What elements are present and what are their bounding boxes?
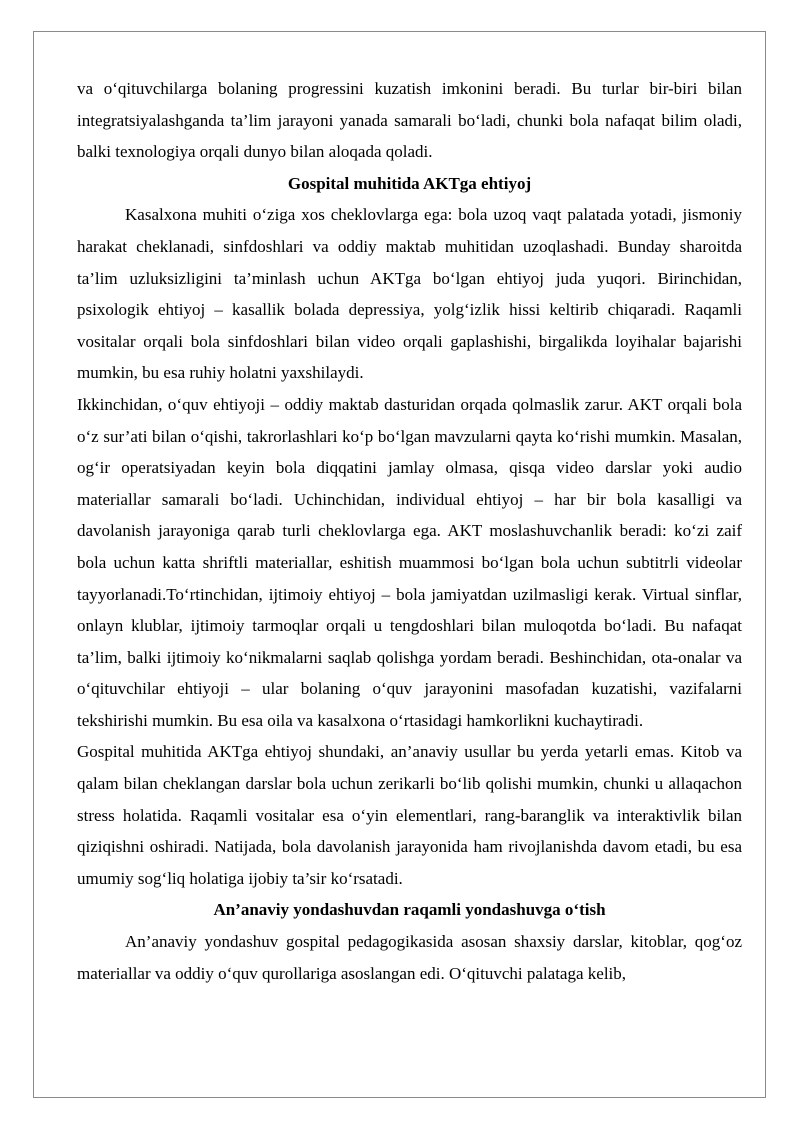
- document-body: [77, 73, 742, 989]
- paragraph: Ikkinchidan, o‘quv ehtiyoji – oddiy maktab dasturidan orqada qolmaslik zarur. AKT orqali bola o‘z sur’ati bilan o‘qishi, takrorlashlari ko‘p bo‘lgan mavzularni qayta ko‘rishi mumkin. Masalan, og‘ir operatsiyadan keyin bola diqqatini jamlay olmasa, qisqa video darslar yoki audio materiallar samarali bo‘ladi. Uchinchidan, individual ehtiyoj – har bir bola kasalligi va davolanish jarayoniga qarab turli cheklovlarga ega. AKT moslashuvchanlik beradi: ko‘zi zaif bola uchun katta shriftli materiallar, eshitish muammosi bo‘lgan bola uchun subtitrli videolar tayyorlanadi.To‘rtinchidan, ijtimoiy ehtiyoj – bola jamiyatdan uzilmasligi kerak. Virtual sinflar, onlayn klublar, ijtimoiy tarmoqlar orqali u tengdoshlari bilan muloqotda bo‘ladi. Bu nafaqat ta’lim, balki ijtimoiy ko‘nikmalarni saqlab qolishga yordam beradi. Beshinchidan, ota-onalar va o‘qituvchilar ehtiyoji – ular bolaning o‘quv jarayonini masofadan kuzatishi, vazifalarni tekshirishi mumkin. Bu esa oila va kasalxona o‘rtasidagi hamkorlikni kuchaytiradi.: [77, 394, 742, 730]
- paragraph: Kasalxona muhiti o‘ziga xos cheklovlarga ega: bola uzoq vaqt palatada yotadi, jismoniy harakat cheklanadi, sinfdoshlari va oddiy maktab muhitidan uzoqlashadi. Bunday sharoitda ta’lim uzluksizligini ta’minlash uchun AKTga bo‘lgan ehtiyoj juda yuqori. Birinchidan, psixologik ehtiyoj – kasallik bolada depressiya, yolg‘izlik hissi keltirib chiqaradi. Raqamli vositalar orqali bola sinfdoshlari bilan video orqali gaplashishi, birgalikda loyihalar bajarishi mumkin, bu esa ruhiy holatni yaxshilaydi.: [77, 205, 742, 383]
- section-heading: An’anaviy yondashuvdan raqamli yondashuvga o‘tish: [213, 900, 606, 920]
- paragraph: An’anaviy yondashuv gospital pedagogikasida asosan shaxsiy darslar, kitoblar, qog‘oz materiallar va oddiy o‘quv qurollariga asoslangan edi. O‘qituvchi palataga kelib,: [77, 932, 742, 983]
- paragraph: Gospital muhitida AKTga ehtiyoj shundaki, an’anaviy usullar bu yerda yetarli emas. Kitob va qalam bilan cheklangan darslar bola uchun zerikarli bo‘lib qolishi mumkin, chunki u allaqachon stress holatida. Raqamli vositalar esa o‘yin elementlari, rang-baranglik va interaktivlik bilan qiziqishni oshiradi. Natijada, bola davolanish jarayonida ham rivojlanishda davom etadi, bu esa umumiy sog‘liq holatiga ijobiy ta’sir ko‘rsatadi.: [77, 742, 742, 888]
- section-heading: Gospital muhitida AKTga ehtiyoj: [287, 173, 532, 193]
- paragraph: va o‘qituvchilarga bolaning progressini kuzatish imkonini beradi. Bu turlar bir-biri bilan integratsiyalashganda ta’lim jarayoni yanada samarali bo‘ladi, chunki bola nafaqat bilim oladi, balki texnologiya orqali dunyo bilan aloqada qoladi.: [77, 79, 742, 162]
